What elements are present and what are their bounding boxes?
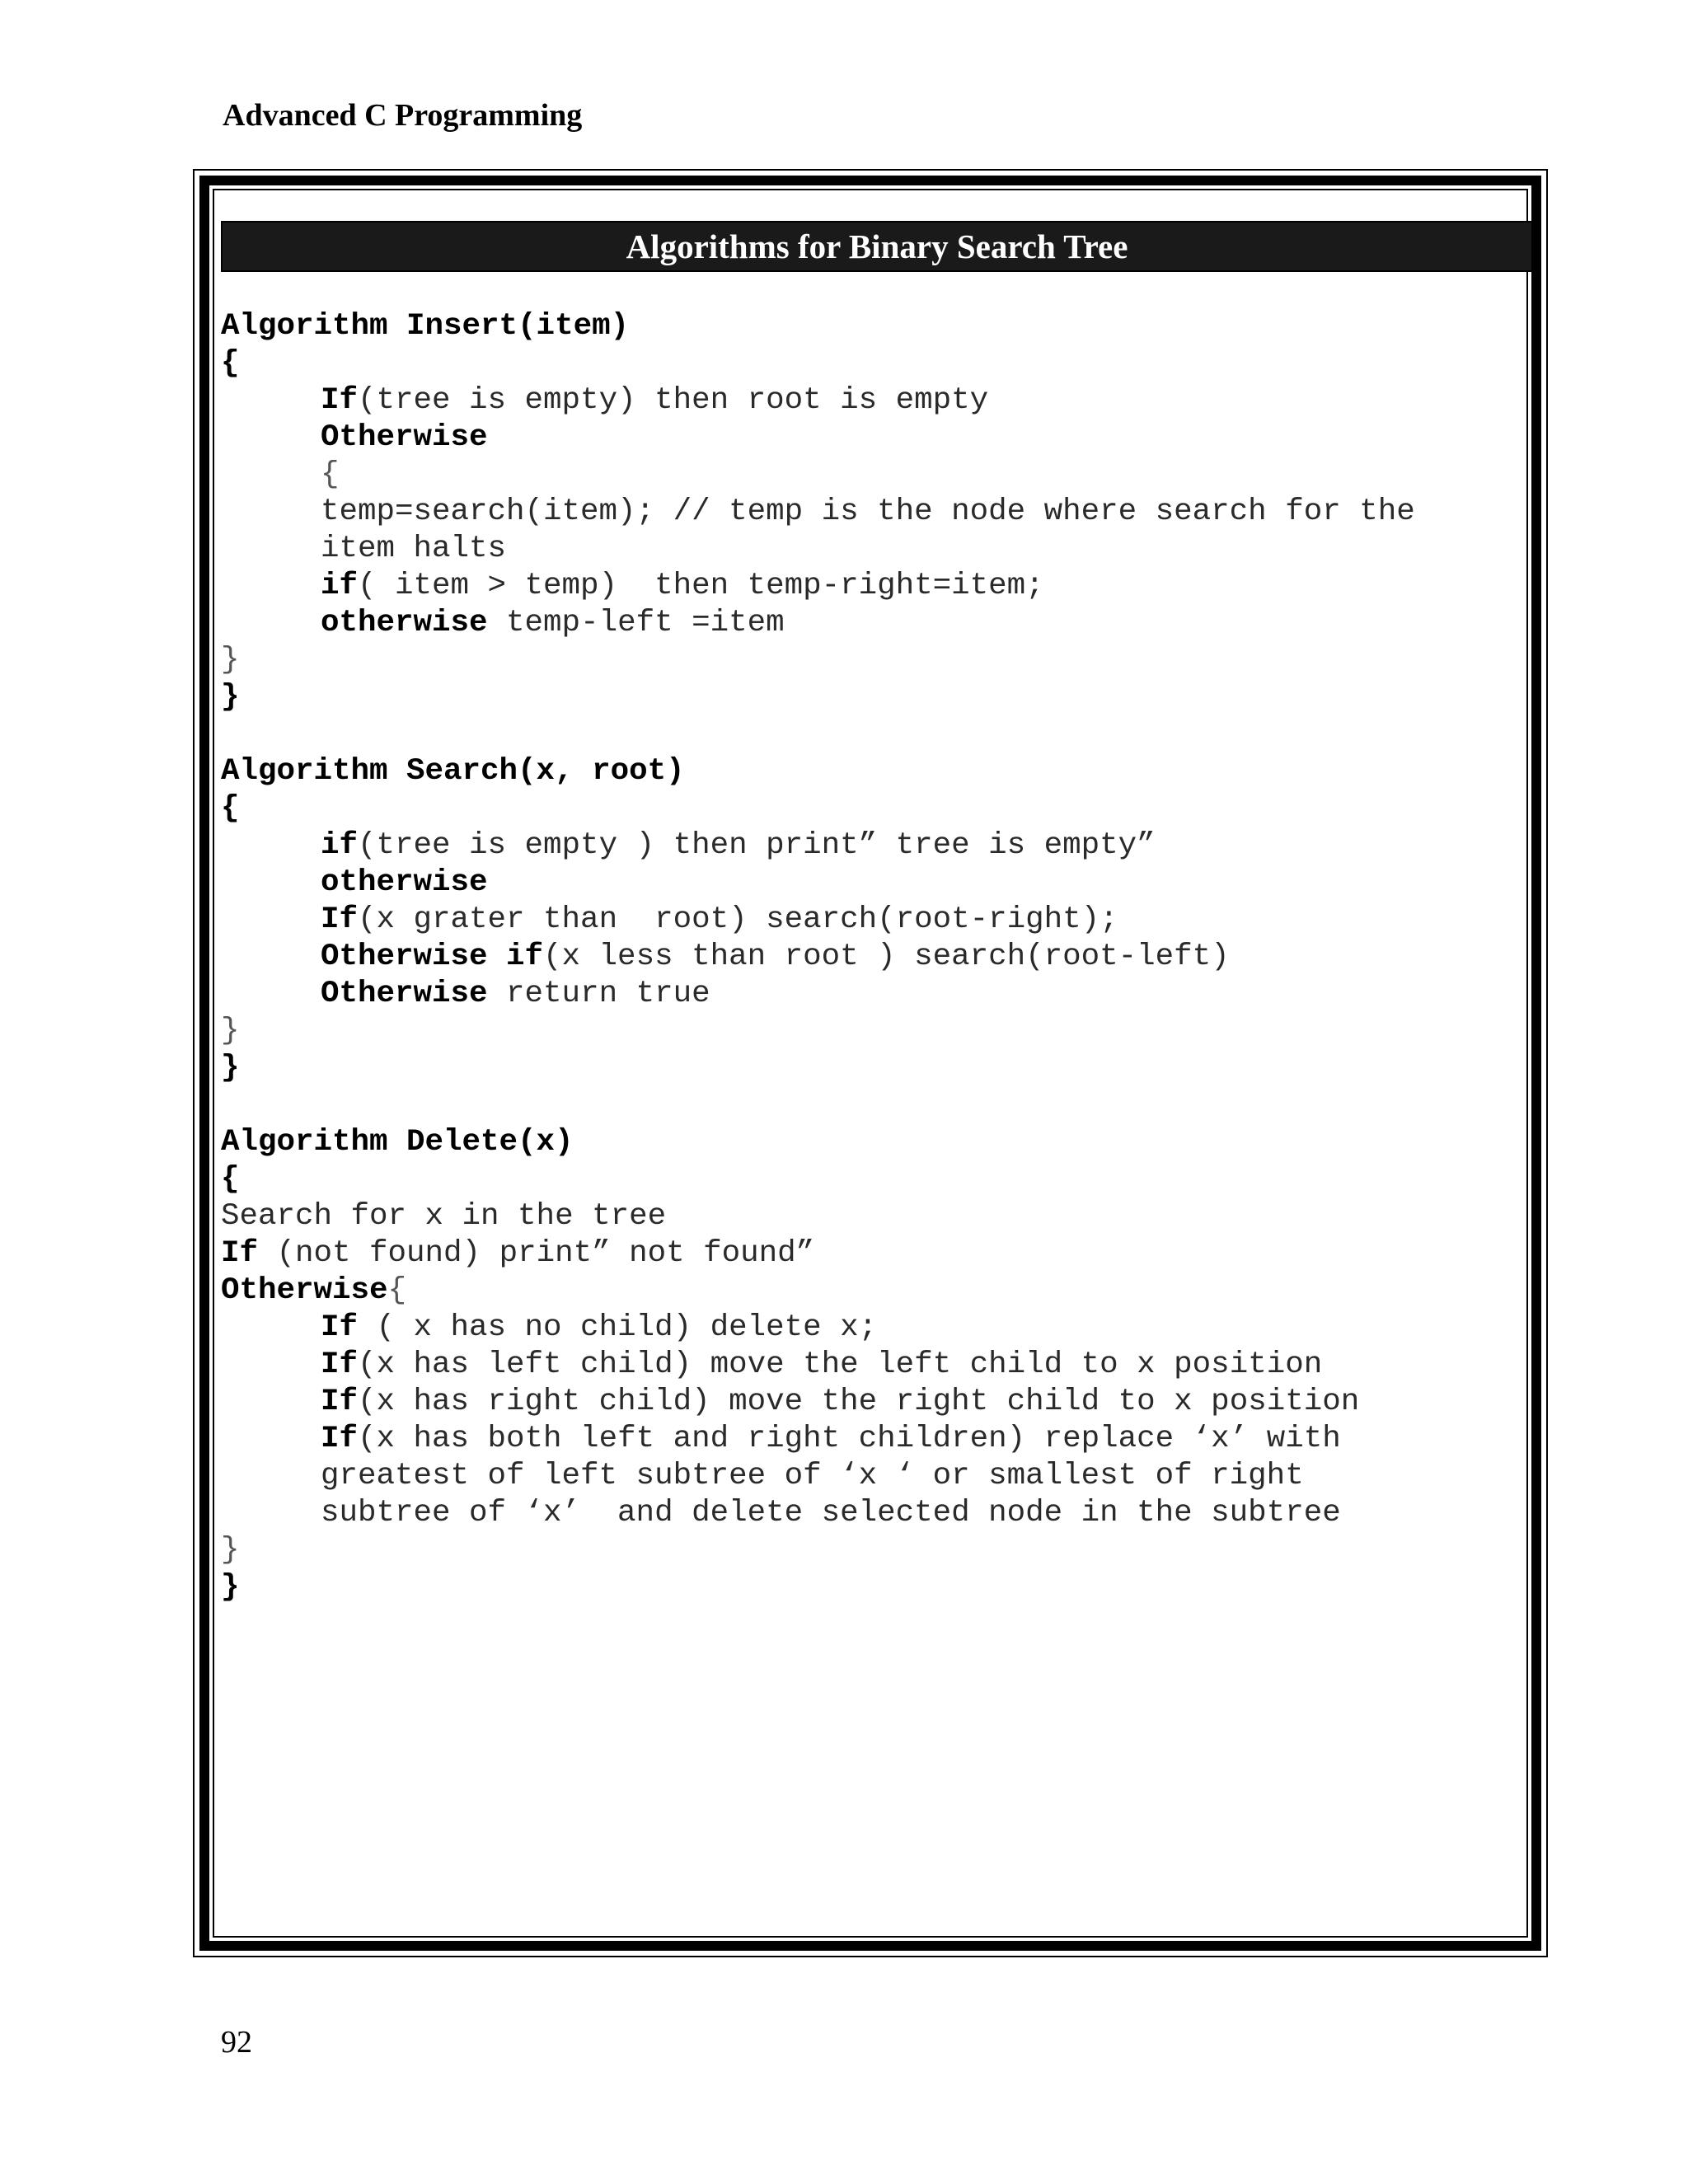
search-line-2 (221, 865, 1531, 902)
search-line-5-text: return true (487, 977, 710, 1011)
insert-close (221, 679, 1531, 716)
insert-line-1-text: (tree is empty) then root is empty (358, 383, 989, 418)
insert-line-6-keyword: if (321, 569, 359, 603)
running-header-title: Advanced C Programming (223, 98, 583, 133)
delete-line-5-text: (x has left child) move the left child to x position (358, 1347, 1323, 1382)
search-open-brace (221, 790, 1531, 827)
insert-line-7-text: temp-left =item (487, 606, 785, 640)
delete-line-8 (221, 1458, 1531, 1495)
insert-line-2 (221, 419, 1531, 457)
delete-open-brace-text: { (221, 1162, 240, 1197)
search-line-2-keyword: otherwise (321, 865, 488, 900)
delete-line-4-keyword: If (321, 1310, 359, 1345)
search-line-4-text: (x less than root ) search(root-left) (543, 940, 1230, 974)
search-close (221, 1050, 1531, 1087)
delete-line-8-text: greatest of left subtree of ‘x ‘ or smallest of right (321, 1459, 1304, 1493)
search-line-3-text: (x grater than root) search(root-right); (358, 902, 1118, 937)
delete-line-3 (221, 1272, 1531, 1310)
insert-line-4 (221, 494, 1531, 531)
delete-line-2-text: (not found) print” not found” (258, 1236, 815, 1271)
delete-line-5 (221, 1347, 1531, 1384)
search-line-5-keyword: Otherwise (321, 977, 488, 1011)
insert-line-5-text: item halts (321, 532, 507, 566)
search-line-4 (221, 939, 1531, 976)
insert-line-3-brace: { (321, 457, 340, 492)
delete-heading-text: Algorithm Delete(x) (221, 1125, 574, 1160)
insert-close-brace: } (221, 680, 240, 715)
section-spacer (221, 716, 1531, 753)
search-line-1-text: (tree is empty ) then print” tree is empty” (358, 828, 1156, 863)
insert-open-brace-text: { (221, 346, 240, 381)
search-line-5 (221, 976, 1531, 1013)
delete-line-4 (221, 1310, 1531, 1347)
delete-line-9 (221, 1495, 1531, 1532)
box-title-banner: Algorithms for Binary Search Tree (221, 221, 1533, 272)
delete-line-5-keyword: If (321, 1347, 359, 1382)
delete-line-1 (221, 1198, 1531, 1235)
insert-line-7 (221, 605, 1531, 642)
search-inner-close (221, 1013, 1531, 1050)
delete-line-6-keyword: If (321, 1385, 359, 1419)
search-line-3 (221, 902, 1531, 939)
search-inner-close-brace: } (221, 1014, 240, 1048)
insert-line-6-text: ( item > temp) then temp-right=item; (358, 569, 1044, 603)
delete-close (221, 1569, 1531, 1606)
search-line-3-keyword: If (321, 902, 359, 937)
delete-line-3-brace: { (387, 1273, 407, 1308)
insert-open-brace (221, 345, 1531, 382)
delete-line-2 (221, 1235, 1531, 1272)
search-heading-text: Algorithm Search(x, root) (221, 754, 685, 789)
insert-line-1-keyword: If (321, 383, 359, 418)
delete-open-brace (221, 1161, 1531, 1198)
insert-line-7-keyword: otherwise (321, 606, 488, 640)
section-spacer (221, 1087, 1531, 1124)
delete-line-6-text: (x has right child) move the right child to x position (358, 1385, 1360, 1419)
page-number: 92 (221, 2025, 252, 2060)
insert-line-6 (221, 568, 1531, 605)
delete-line-2-keyword: If (221, 1236, 259, 1271)
delete-line-7-text: (x has both left and right children) replace ‘x’ with (358, 1422, 1341, 1456)
insert-heading-text: Algorithm Insert(item) (221, 309, 630, 344)
insert-line-4-text: temp=search(item); // temp is the node where search for the (321, 494, 1415, 529)
search-close-brace: } (221, 1051, 240, 1085)
delete-line-7-keyword: If (321, 1422, 359, 1456)
search-open-brace-text: { (221, 791, 240, 826)
delete-inner-close (221, 1532, 1531, 1569)
search-line-1-keyword: if (321, 828, 359, 863)
search-line-4-keyword: Otherwise if (321, 940, 544, 974)
delete-algorithm-heading (221, 1124, 1531, 1161)
insert-inner-close-brace: } (221, 643, 240, 677)
delete-line-4-text: ( x has no child) delete x; (358, 1310, 878, 1345)
insert-inner-close (221, 642, 1531, 679)
insert-line-3 (221, 457, 1531, 494)
delete-inner-close-brace: } (221, 1533, 240, 1568)
delete-line-3-keyword: Otherwise (221, 1273, 388, 1308)
delete-line-7 (221, 1421, 1531, 1458)
insert-algorithm-heading (221, 308, 1531, 345)
delete-line-6 (221, 1384, 1531, 1421)
delete-line-9-text: subtree of ‘x’ and delete selected node in the subtree (321, 1496, 1341, 1530)
algorithm-listing (221, 308, 1531, 1606)
delete-line-1-text: Search for x in the tree (221, 1199, 667, 1234)
insert-line-2-keyword: Otherwise (321, 420, 488, 455)
search-line-1 (221, 827, 1531, 865)
insert-line-1 (221, 382, 1531, 419)
search-algorithm-heading (221, 753, 1531, 790)
delete-close-brace: } (221, 1570, 240, 1605)
insert-line-5 (221, 531, 1531, 568)
